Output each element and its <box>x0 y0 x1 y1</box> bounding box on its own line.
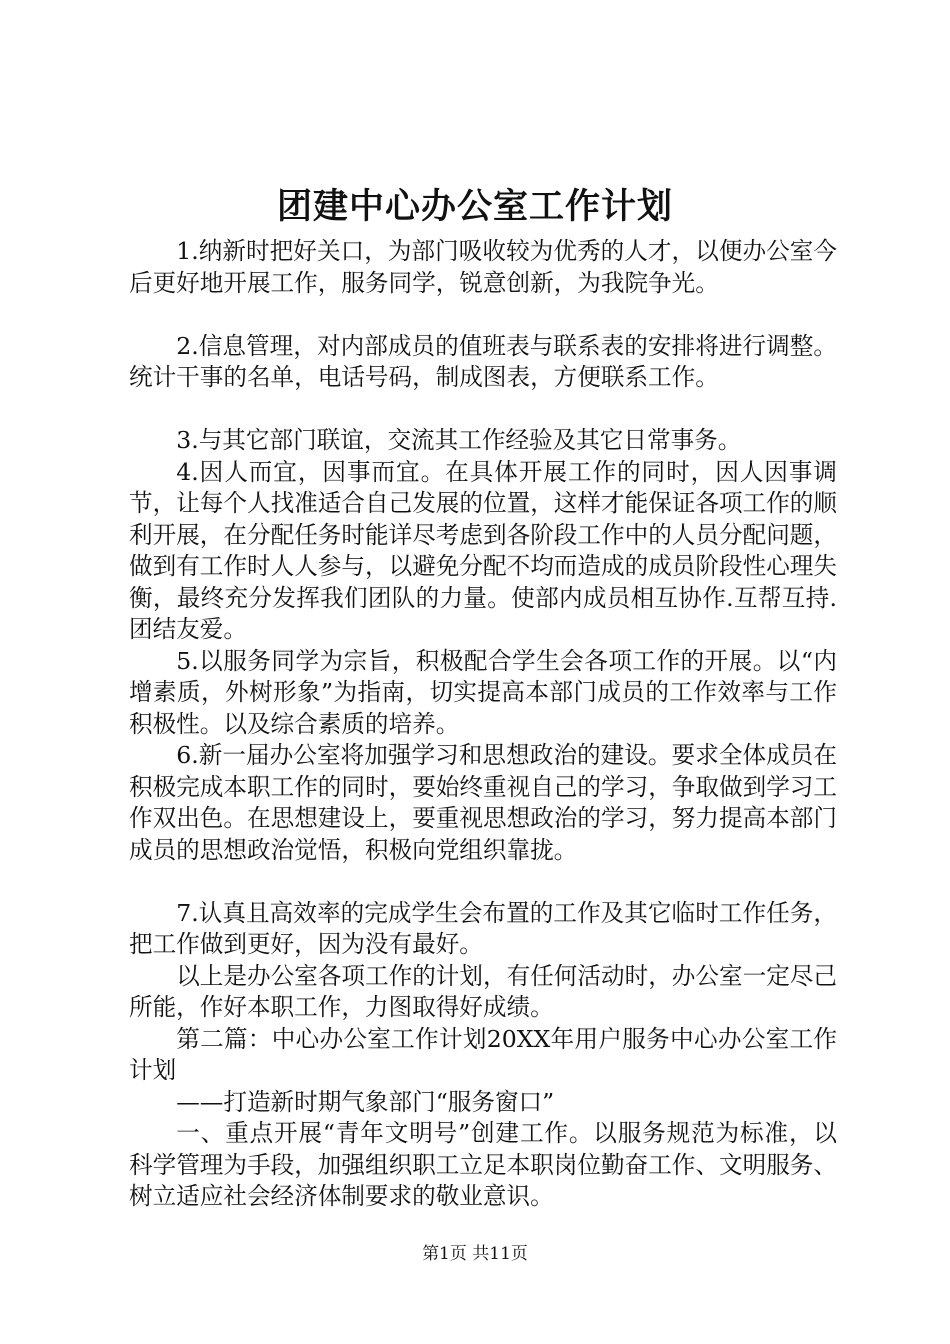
page-number-footer: 第1页 共11页 <box>422 1244 528 1264</box>
paragraph-spacer <box>129 866 837 898</box>
paragraph-spacer <box>129 299 837 331</box>
paragraph-7: 7.认真且高效率的完成学生会布置的工作及其它临时工作任务，把工作做到更好，因为没有最好。 <box>129 898 837 958</box>
paragraph-6: 6.新一届办公室将加强学习和思想政治的建设。要求全体成员在积极完成本职工作的同时，要始终重视自己的学习，争取做到学习工作双出色。在思想建设上，要重视思想政治的学习，努力提高本部门成员的思想政治觉悟，积极向党组织靠拢。 <box>129 741 837 864</box>
document-body <box>129 236 837 1213</box>
paragraph-5: 5.以服务同学为宗旨，积极配合学生会各项工作的开展。以“内增素质，外树形象”为指南，切实提高本部门成员的工作效率与工作积极性。以及综合素质的培养。 <box>129 646 837 738</box>
paragraph-summary: 以上是办公室各项工作的计划，有任何活动时，办公室一定尽己所能，作好本职工作，力图取得好成绩。 <box>129 961 837 1021</box>
document-title: 团建中心办公室工作计划 <box>276 186 673 227</box>
paragraph-4: 4.因人而宜，因事而宜。在具体开展工作的同时，因人因事调节，让每个人找准适合自己发展的位置，这样才能保证各项工作的顺利开展，在分配任务时能详尽考虑到各阶段工作中的人员分配问题，做到有工作时人人参与，以避免分配不均而造成的成员阶段性心理失衡，最终充分发挥我们团队的力量。使部内成员相互协作.互帮互持.团结友爱。 <box>129 457 837 643</box>
paragraph-1: 1.纳新时把好关口，为部门吸收较为优秀的人才，以便办公室今后更好地开展工作，服务同学，锐意创新，为我院争光。 <box>129 237 837 297</box>
paragraph-2: 2.信息管理，对内部成员的值班表与联系表的安排将进行调整。统计干事的名单，电话号码，制成图表，方便联系工作。 <box>129 331 837 391</box>
paragraph-3: 3.与其它部门联谊，交流其工作经验及其它日常事务。 <box>176 426 742 454</box>
paragraph-spacer <box>129 394 837 426</box>
paragraph-second-part-heading: 第二篇：中心办公室工作计划20XX年用户服务中心办公室工作计划 <box>129 1024 837 1084</box>
paragraph-section-one: 一、重点开展“青年文明号”创建工作。以服务规范为标准，以科学管理为手段，加强组织职工立足本职岗位勤奋工作、文明服务、树立适应社会经济体制要求的敬业意识。 <box>129 1119 837 1210</box>
paragraph-subtitle: ——打造新时期气象部门“服务窗口” <box>176 1087 555 1116</box>
